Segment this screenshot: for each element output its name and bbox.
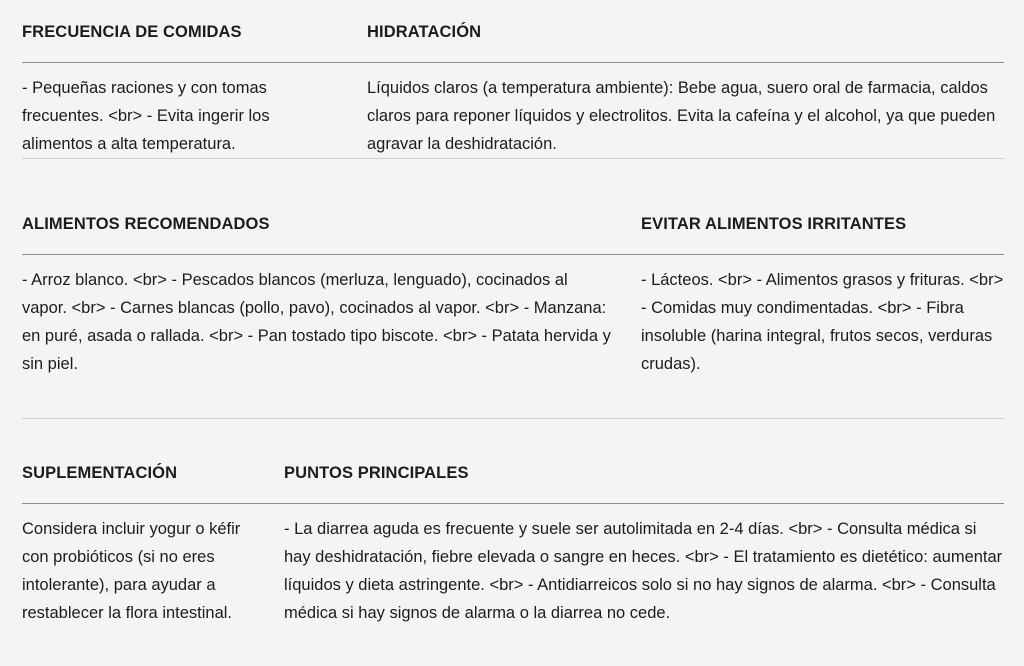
table-row: [22, 255, 1004, 419]
cell-puntos-principales: - La diarrea aguda es frecuente y suele ser autolimitada en 2-4 días. <br> - Consulta médica si hay deshidratación, fiebre elevada o sangre en heces. <br> - El tratamiento es dietético: aumentar líquidos y dieta astringente. <br> - Antidiarreicos solo si no hay signos de alarma. <br> - Consulta médica si hay signos de alarma o la diarrea no cede.: [284, 520, 1003, 622]
table-header-row: [22, 443, 1004, 504]
table-row: [22, 63, 1004, 159]
table-row: [22, 504, 1004, 666]
cell-alimentos-recomendados: - Arroz blanco. <br> - Pescados blancos (merluza, lenguado), cocinados al vapor. <br> - Carnes blancas (pollo, pavo), cocinados al vapor. <br> - Manzana: en puré, asada o rallada. <br> - Pan tostado tipo biscote. <br> - Patata hervida y sin piel.: [22, 255, 641, 419]
header-evitar-alimentos-irritantes: EVITAR ALIMENTOS IRRITANTES: [641, 194, 1004, 255]
table-alimentos: [22, 194, 1004, 419]
header-suplementacion: SUPLEMENTACIÓN: [22, 443, 284, 504]
header-alimentos-recomendados: ALIMENTOS RECOMENDADOS: [22, 194, 641, 255]
table-frecuencia-hidratacion: [22, 2, 1004, 159]
table-header-row: [22, 194, 1004, 255]
table-header-row: [22, 2, 1004, 63]
table-suplementacion-puntos: [22, 443, 1004, 666]
cell-suplementacion: Considera incluir yogur o kéfir con probióticos (si no eres intolerante), para ayudar a restablecer la flora intestinal.: [22, 520, 241, 622]
header-hidratacion: HIDRATACIÓN: [367, 2, 1004, 63]
cell-frecuencia-comidas: - Pequeñas raciones y con tomas frecuentes. <br> - Evita ingerir los alimentos a alta temperatura.: [22, 63, 367, 159]
header-frecuencia-comidas: FRECUENCIA DE COMIDAS: [22, 2, 367, 63]
cell-evitar-alimentos-irritantes: - Lácteos. <br> - Alimentos grasos y frituras. <br> - Comidas muy condimentadas. <br> - Fibra insoluble (harina integral, frutos secos, verduras crudas).: [641, 255, 1004, 419]
cell-hidratacion: Líquidos claros (a temperatura ambiente): Bebe agua, suero oral de farmacia, caldos claros para reponer líquidos y electrolitos. Evita la cafeína y el alcohol, ya que pueden agravar la deshidratación.: [367, 63, 1004, 159]
header-puntos-principales: PUNTOS PRINCIPALES: [284, 443, 1004, 504]
